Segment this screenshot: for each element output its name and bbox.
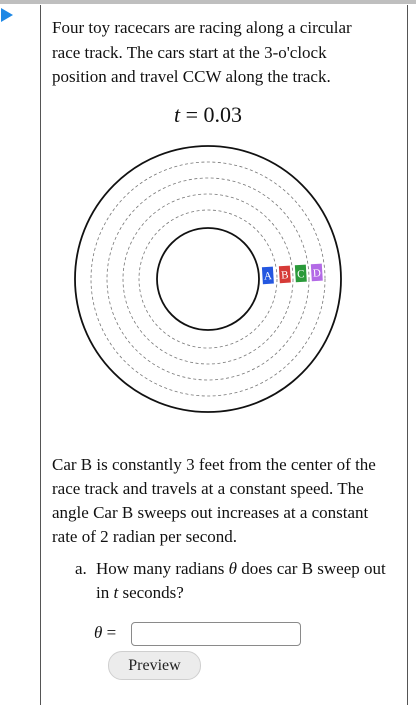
car-c-label: C xyxy=(296,268,305,281)
time-variable: t xyxy=(173,102,181,127)
time-value: 0.03 xyxy=(203,102,243,127)
top-rule xyxy=(0,0,416,4)
play-icon[interactable] xyxy=(1,8,13,22)
car-a-label: A xyxy=(263,270,273,283)
time-label xyxy=(0,101,416,129)
lane-line-4 xyxy=(139,210,277,348)
description-text: Car B is constantly 3 feet from the center of the race track and travels at a constant speed. The angle Car B sweeps out increases at a constant rate of 2 radian per second. xyxy=(52,455,376,546)
answer-label: θ = xyxy=(94,623,117,642)
race-track-diagram xyxy=(71,142,345,416)
car-b-label: B xyxy=(280,269,289,282)
preview-button[interactable]: Preview xyxy=(108,651,201,680)
lane-line-2 xyxy=(107,178,309,380)
theta-answer-input[interactable] xyxy=(131,622,301,646)
car-d xyxy=(311,264,323,282)
car-c xyxy=(295,265,307,283)
intro-text: Four toy racecars are racing along a circular race track. The cars start at the 3-o'clock position and travel CCW along the track. xyxy=(52,18,352,86)
time-equals: = xyxy=(180,102,204,127)
track-inner-boundary xyxy=(157,228,259,330)
car-a xyxy=(262,267,274,285)
question-text: How many radians θ does car B sweep out in t seconds? xyxy=(96,559,386,602)
car-d-label: D xyxy=(312,267,322,280)
theta-symbol: θ xyxy=(228,559,238,578)
car-b xyxy=(279,266,291,284)
question-marker: a. xyxy=(75,559,87,578)
cars-layer xyxy=(262,264,323,285)
time-symbol: t xyxy=(113,583,119,602)
